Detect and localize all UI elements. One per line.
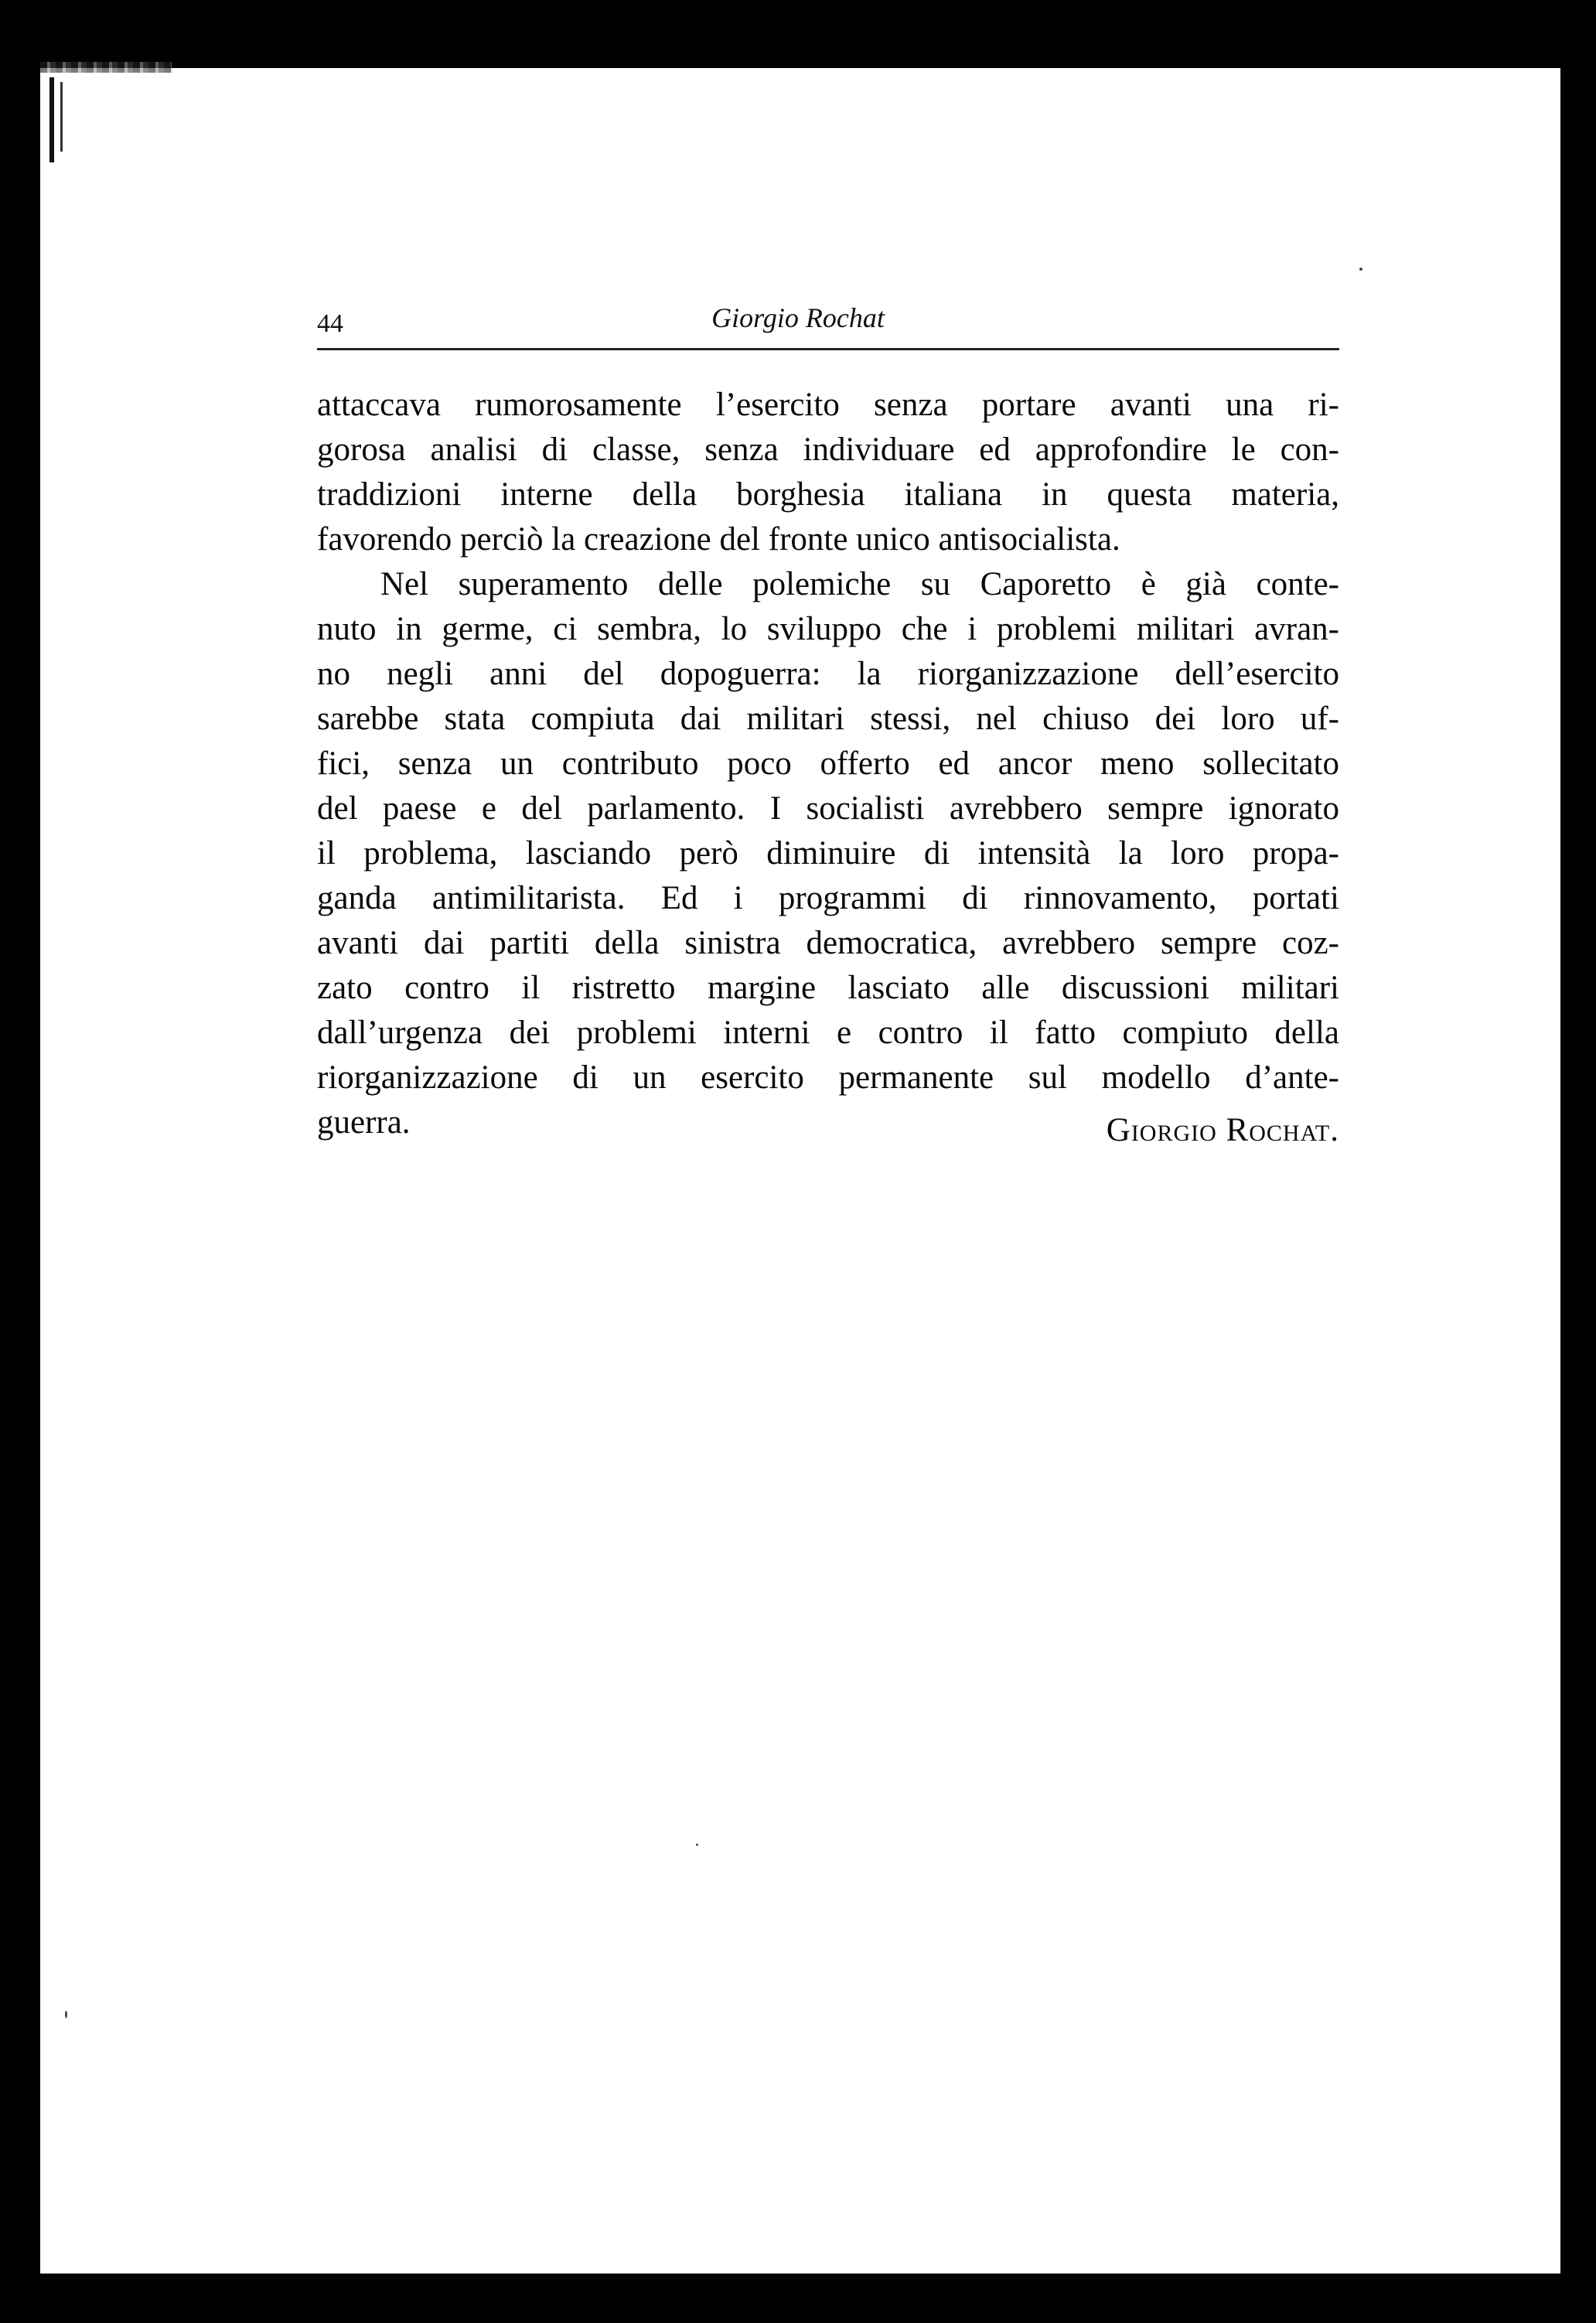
text-line: il problema, lasciando però diminuire di intensità la loro propa- (317, 835, 1339, 872)
body-text (317, 383, 1339, 1145)
text-line: dall’urgenza dei problemi interni e contro il fatto compiuto della (317, 1015, 1339, 1051)
scan-speck (696, 1844, 698, 1846)
header-rule (317, 348, 1339, 350)
paragraph (317, 383, 1339, 562)
text-line: avanti dai partiti della sinistra democratica, avrebbero sempre coz- (317, 925, 1339, 961)
text-line: no negli anni del dopoguerra: la riorganizzazione dell’esercito (317, 656, 1339, 692)
page-number: 44 (317, 309, 343, 338)
text-line: traddizioni interne della borghesia italiana in questa materia, (317, 476, 1339, 513)
text-line: Nel superamento delle polemiche su Caporetto è già conte- (380, 566, 1339, 602)
text-line: del paese e del parlamento. I socialisti avrebbero sempre ignorato (317, 790, 1339, 827)
text-line: attaccava rumorosamente l’esercito senza portare avanti una ri- (317, 387, 1339, 423)
text-line: gorosa analisi di classe, senza individuare ed approfondire le con- (317, 432, 1339, 468)
author-signature: Giorgio Rochat. (1106, 1112, 1339, 1148)
paragraph (317, 562, 1339, 1145)
text-line: fici, senza un contributo poco offerto ed ancor meno sollecitato (317, 745, 1339, 782)
scan-speck (65, 2011, 67, 2018)
text-line: nuto in germe, ci sembra, lo sviluppo che i problemi militari avran- (317, 611, 1339, 647)
text-line: favorendo perciò la creazione del fronte unico antisocialista. (317, 521, 1120, 558)
scan-edge-mark (49, 77, 54, 162)
scan-edge-mark (60, 82, 63, 152)
text-line: riorganizzazione di un esercito permanente sul modello d’ante- (317, 1059, 1339, 1096)
text-line: sarebbe stata compiuta dai militari stessi, nel chiuso dei loro uf- (317, 701, 1339, 737)
running-head: Giorgio Rochat (711, 302, 885, 333)
scan-speck (1359, 268, 1362, 271)
scan-edge-mark (40, 62, 172, 73)
text-line: ganda antimilitarista. Ed i programmi di rinnovamento, portati (317, 880, 1339, 916)
text-line: guerra. (317, 1104, 411, 1141)
text-line: zato contro il ristretto margine lasciato alle discussioni militari (317, 970, 1339, 1006)
